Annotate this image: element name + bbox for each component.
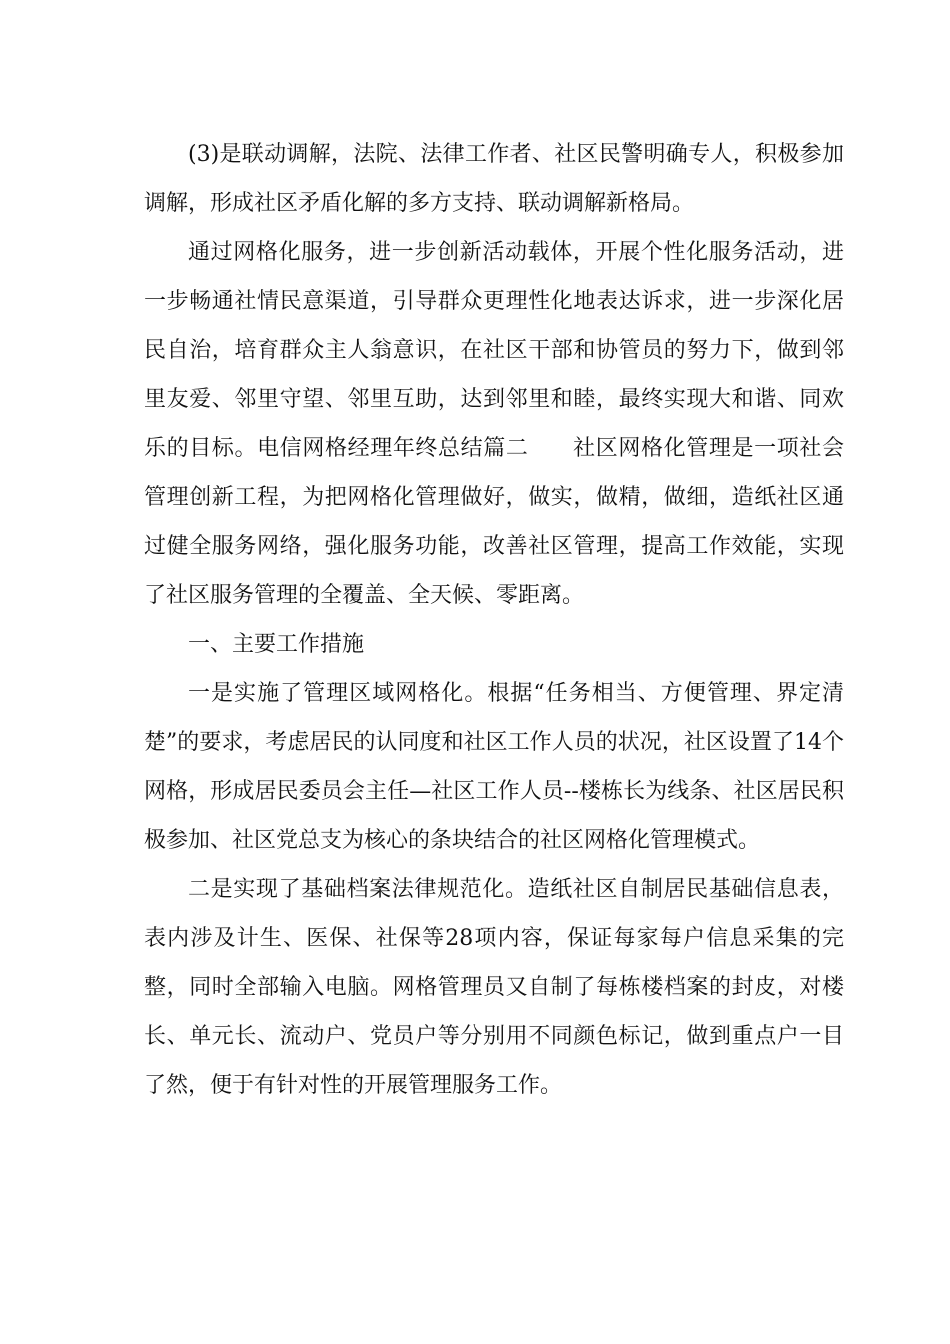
paragraph-text: (3)是联动调解，法院、法律工作者、社区民警明确专人，积极参加调解，形成社区矛盾化解的多方支持、联动调解新格局。 — [144, 142, 844, 216]
paragraph-grid-service — [144, 228, 844, 620]
heading-text: 一、主要工作措施 — [188, 632, 365, 657]
paragraph-area-gridding — [144, 669, 844, 865]
paragraph-text: 社区网格化管理是一项社会管理创新工程，为把网格化管理做好，做实，做精，做细，造纸社区通过健全服务网络，强化服务功能，改善社区管理，提高工作效能，实现了社区服务管理的全覆盖、全天候、零距离。 — [144, 436, 844, 608]
section-heading — [144, 620, 844, 669]
paragraph-text: 二是实现了基础档案法律规范化。造纸社区自制居民基础信息表，表内涉及计生、医保、社保等28项内容，保证每家每户信息采集的完整，同时全部输入电脑。网格管理员又自制了每栋楼档案的封皮，对楼长、单元长、流动户、党员户等分别用不同颜色标记，做到重点户一目了然，便于有针对性的开展管理服务工作。 — [144, 877, 844, 1098]
paragraph-text: 通过网格化服务，进一步创新活动载体，开展个性化服务活动，进一步畅通社情民意渠道，引导群众更理性化地表达诉求，进一步深化居民自治，培育群众主人翁意识，在社区干部和协管员的努力下，做到邻里友爱、邻里守望、邻里互助，达到邻里和睦，最终实现大和谐、同欢乐的目标。电信网格经理年终总结篇二 — [144, 240, 844, 461]
document-body — [144, 130, 844, 1110]
paragraph-text: 一是实施了管理区域网格化。根据“任务相当、方便管理、界定清楚”的要求，考虑居民的认同度和社区工作人员的状况，社区设置了14个网格，形成居民委员会主任—社区工作人员--楼栋长为线条、社区居民积极参加、社区党总支为核心的条块结合的社区网格化管理模式。 — [144, 681, 844, 853]
paragraph-joint-mediation — [144, 130, 844, 228]
paragraph-archive-standardization — [144, 865, 844, 1110]
